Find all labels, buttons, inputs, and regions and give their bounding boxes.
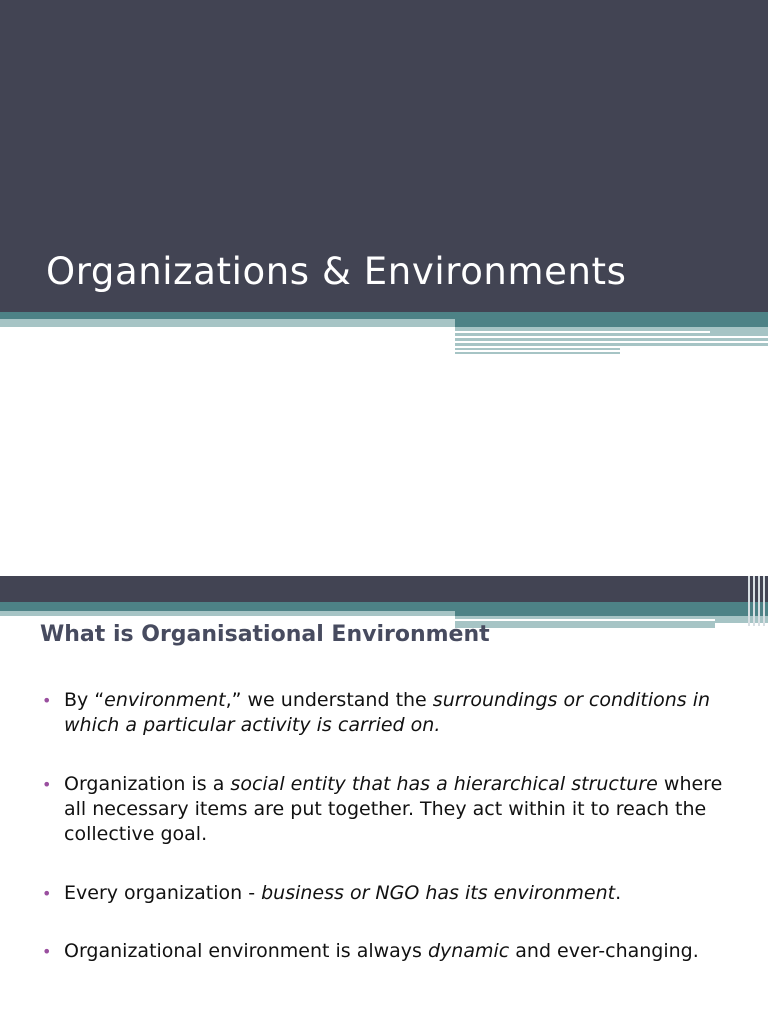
stripe-line <box>455 619 715 621</box>
teal-stripe <box>0 312 768 319</box>
corner-bar <box>763 576 765 626</box>
slide-title: Organizations & Environments <box>46 250 627 293</box>
stripe-line <box>455 331 710 333</box>
stripe-line <box>455 350 620 352</box>
corner-bar <box>758 576 760 626</box>
pale-stripe <box>0 319 455 327</box>
slide-heading: What is Organisational Environment <box>40 622 490 647</box>
header-band <box>0 576 768 602</box>
teal-stripe-right <box>455 319 768 327</box>
corner-bar <box>753 576 755 626</box>
teal-stripe <box>0 602 768 611</box>
stripe-line <box>455 336 768 338</box>
bullet-icon: • <box>42 942 52 961</box>
stripe-line <box>455 346 620 348</box>
pale-stripe <box>0 611 455 616</box>
stripe-line <box>620 346 768 354</box>
list-item <box>40 881 745 906</box>
stripe-line <box>455 341 768 343</box>
bullet-icon: • <box>42 884 52 903</box>
bullet-icon: • <box>42 775 52 794</box>
list-item <box>40 688 745 738</box>
corner-bars <box>744 576 768 626</box>
list-item <box>40 939 745 964</box>
bullet-text: Every organization - business or NGO has its environment. <box>64 882 622 904</box>
list-item <box>40 772 745 847</box>
bullet-icon: • <box>42 691 52 710</box>
bullet-text: Organization is a social entity that has a hierarchical structure where all necessary items are put together. They act within it to reach the collective goal. <box>64 773 723 845</box>
corner-bar <box>748 576 750 626</box>
bullet-text: By “environment,” we understand the surroundings or conditions in which a particular activity is carried on. <box>64 689 711 736</box>
bullet-text: Organizational environment is always dynamic and ever-changing. <box>64 940 699 962</box>
